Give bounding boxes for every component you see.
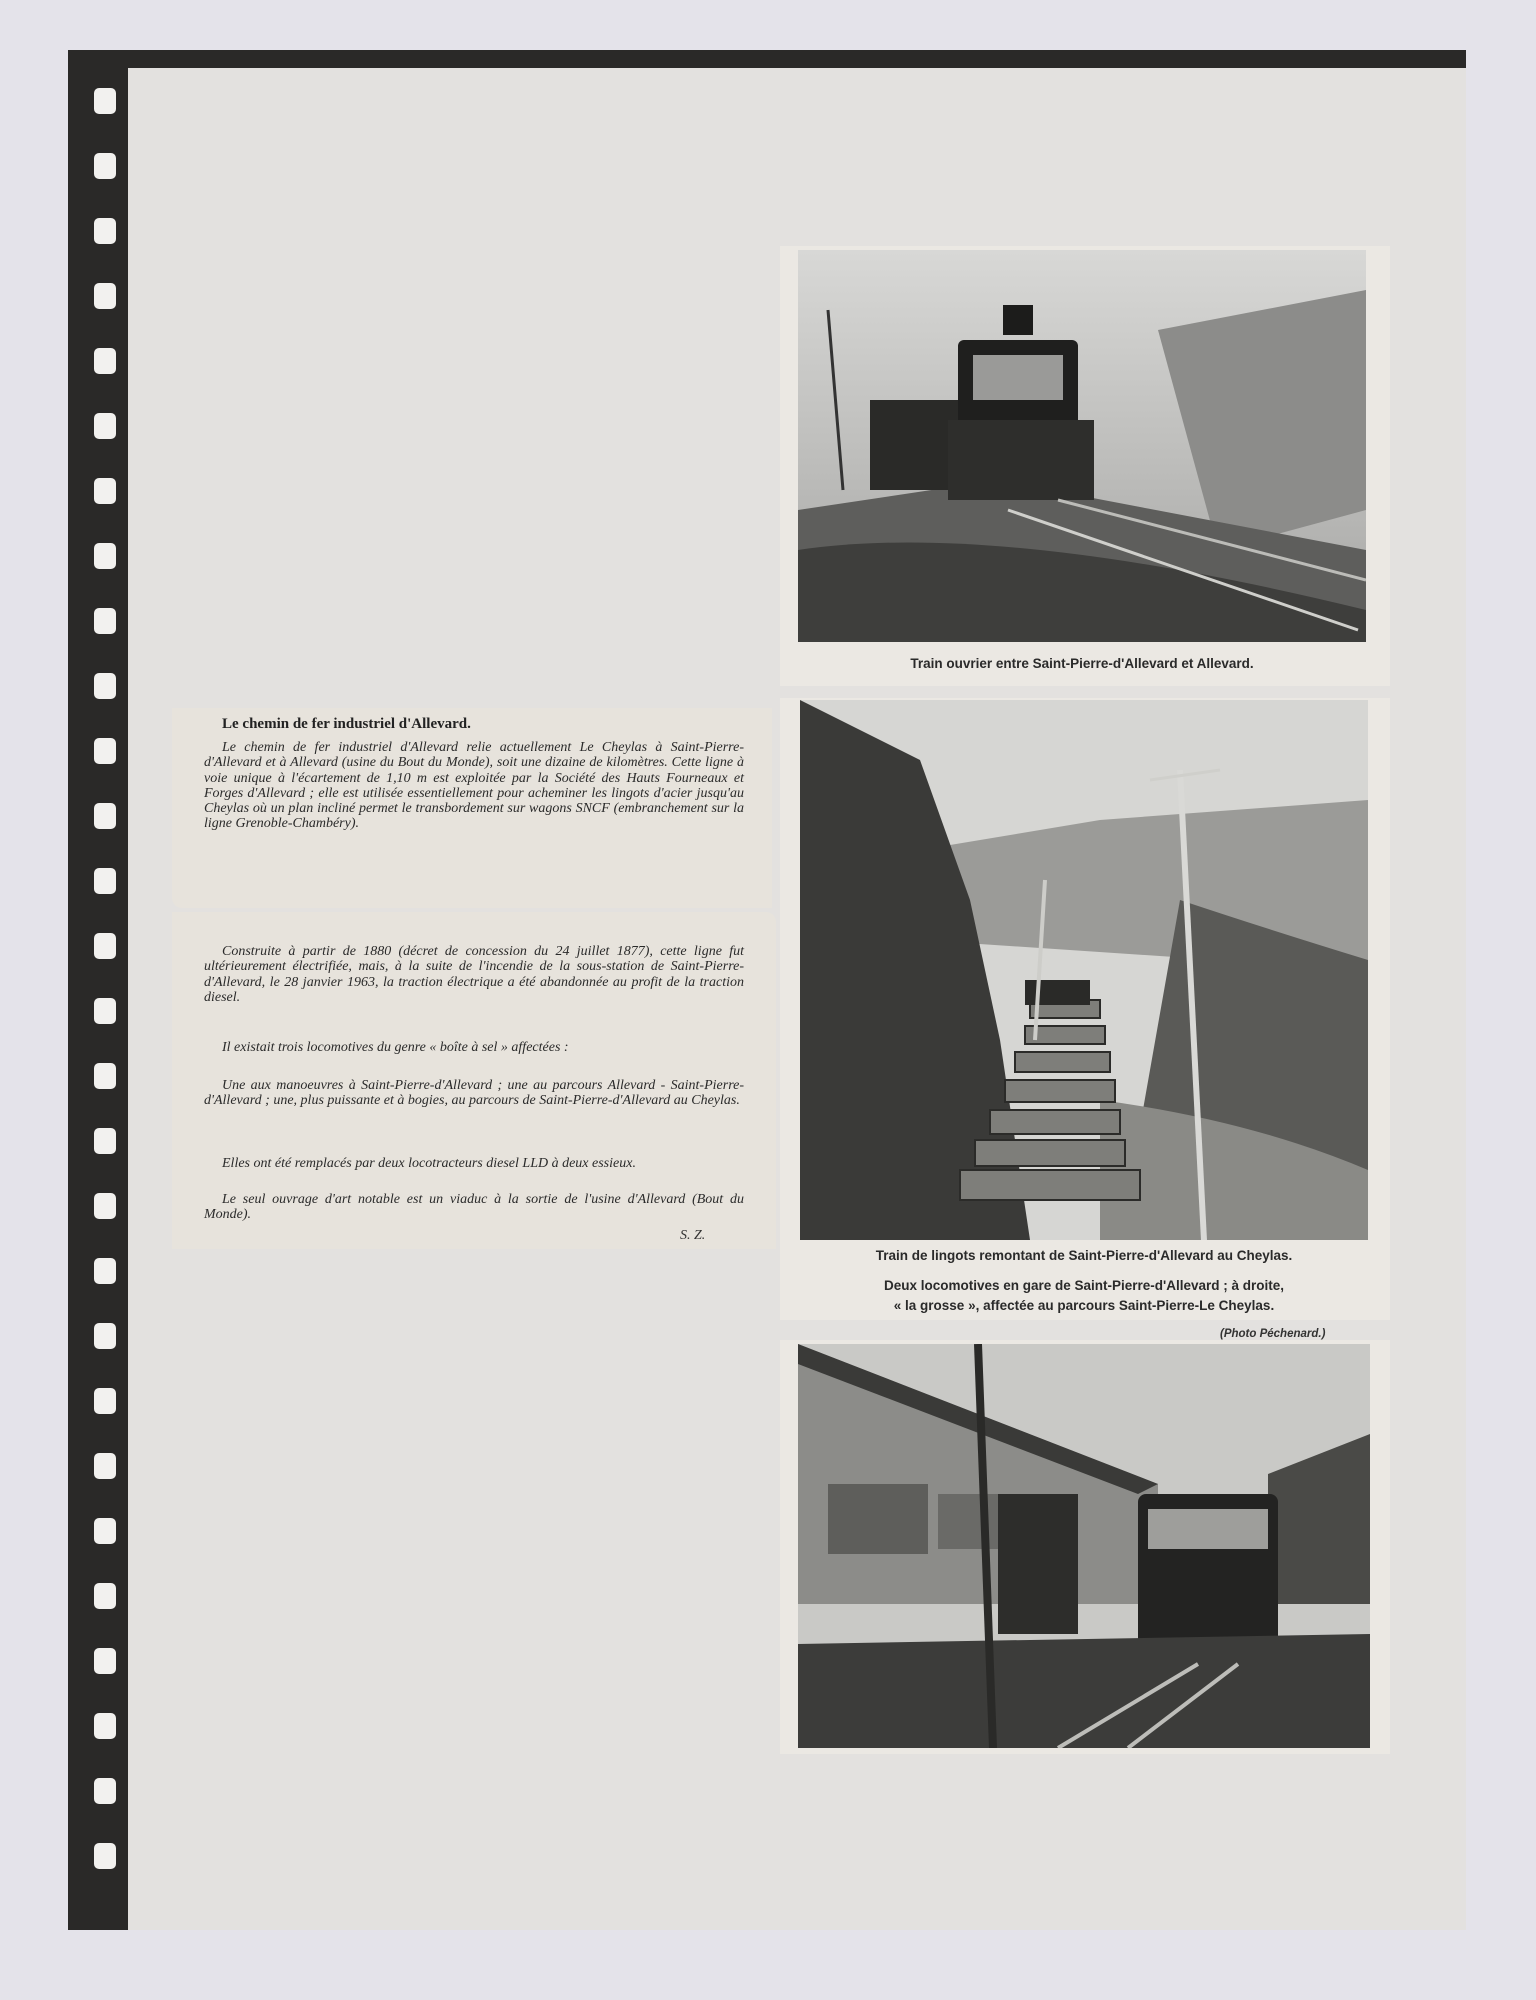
- binder-hole: [94, 1063, 116, 1089]
- binder-hole: [94, 88, 116, 114]
- photo1-caption: Train ouvrier entre Saint-Pierre-d'Allevard et Allevard.: [910, 656, 1254, 671]
- binder-hole: [94, 1453, 116, 1479]
- binder-holes: [90, 88, 120, 1908]
- binder-hole: [94, 283, 116, 309]
- binder-hole: [94, 868, 116, 894]
- binder-hole: [94, 1713, 116, 1739]
- binder-hole: [94, 543, 116, 569]
- photo3-caption-line2: « la grosse », affectée au parcours Saint-Pierre-Le Cheylas.: [893, 1298, 1275, 1313]
- binder-hole: [94, 1583, 116, 1609]
- photo-train-ouvrier: [798, 250, 1366, 642]
- photo-locomotives-gare: [798, 1344, 1370, 1748]
- binder-hole: [94, 803, 116, 829]
- binder-hole: [94, 1388, 116, 1414]
- binder-hole: [94, 1193, 116, 1219]
- binder-hole: [94, 153, 116, 179]
- article-signature: S. Z.: [680, 1228, 706, 1243]
- binder-hole: [94, 738, 116, 764]
- photo2-caption: Train de lingots remontant de Saint-Pierre-d'Allevard au Cheylas.: [875, 1248, 1293, 1263]
- binder-hole: [94, 1323, 116, 1349]
- article-paragraph: Le chemin de fer industriel d'Allevard relie actuellement Le Cheylas à Saint-Pierre-d'Allevard et à Allevard (usine du Bout du Monde), soit une dizaine de kilomètres. Cette ligne à voie unique à l'écartement de 1,10 m est exploitée par la Société des Hauts Fourneaux et Forges d'Allevard ; elle est utilisée essentiellement pour acheminer les lingots d'acier jusqu'au Cheylas où un plan incliné permet le transbordement sur wagons SNCF (embranchement sur la ligne Grenoble-Chambéry).: [204, 740, 744, 832]
- binder-hole: [94, 933, 116, 959]
- binder-hole: [94, 1128, 116, 1154]
- binder-hole: [94, 413, 116, 439]
- photo3-caption-line1: Deux locomotives en gare de Saint-Pierre-d'Allevard ; à droite,: [883, 1278, 1285, 1293]
- binder-hole: [94, 673, 116, 699]
- binder-hole: [94, 1843, 116, 1869]
- photo-train-lingots: [800, 700, 1368, 1240]
- photo-credit: (Photo Péchenard.): [1220, 1328, 1326, 1340]
- binder-hole: [94, 218, 116, 244]
- binder-hole: [94, 998, 116, 1024]
- binder-hole: [94, 1518, 116, 1544]
- article-paragraph: Une aux manoeuvres à Saint-Pierre-d'Allevard ; une au parcours Allevard - Saint-Pierre-d'Allevard ; une, plus puissante et à bogies, au parcours de Saint-Pierre-d'Allevard au Cheylas.: [204, 1078, 744, 1109]
- article-paragraph: Elles ont été remplacés par deux locotracteurs diesel LLD à deux essieux.: [222, 1156, 636, 1171]
- binder-hole: [94, 348, 116, 374]
- article-paragraph: Construite à partir de 1880 (décret de concession du 24 juillet 1877), cette ligne fut ultérieurement électrifiée, mais, à la suite de l'incendie de la sous-station de Saint-Pierre-d'Allevard, le 28 janvier 1963, la traction électrique a été abandonnée au profit de la traction diesel.: [204, 944, 744, 1005]
- binder-hole: [94, 1778, 116, 1804]
- article-title: Le chemin de fer industriel d'Allevard.: [222, 716, 471, 732]
- article-paragraph: Il existait trois locomotives du genre « boîte à sel » affectées :: [222, 1040, 569, 1055]
- binder-hole: [94, 1648, 116, 1674]
- article-paragraph: Le seul ouvrage d'art notable est un viaduc à la sortie de l'usine d'Allevard (Bout du Monde).: [204, 1192, 744, 1223]
- binder-hole: [94, 1258, 116, 1284]
- binder-hole: [94, 478, 116, 504]
- binder-hole: [94, 608, 116, 634]
